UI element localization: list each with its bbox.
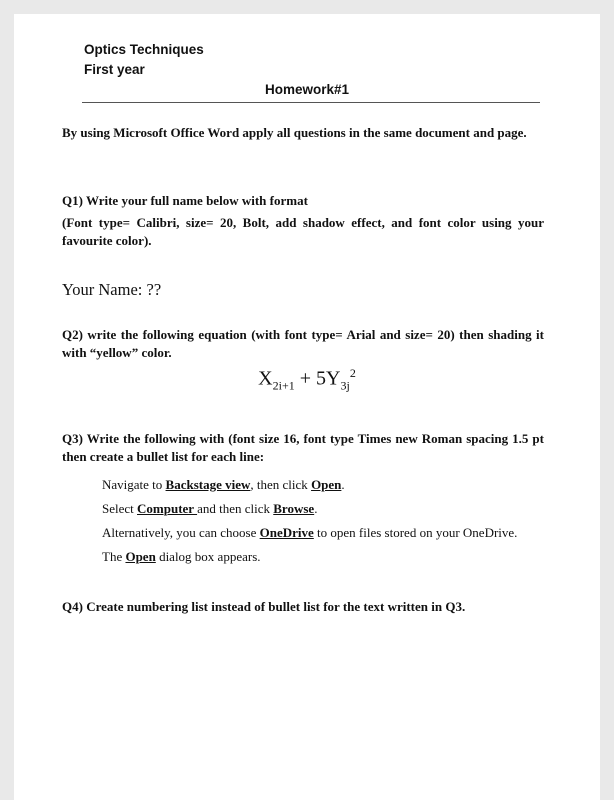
q3-question: Q3) Write the following with (font size 16, font type Times new Roman spacing 1.5 pt then create a bullet list for each line: [62, 431, 544, 464]
eq-y-sub: 3j [340, 378, 350, 393]
q3-line-1: Navigate to Backstage view, then click Open. [102, 477, 345, 492]
q3-line-2: Select Computer and then click Browse. [102, 501, 318, 516]
intro-text: By using Microsoft Office Word apply all questions in the same document and page. [62, 125, 527, 140]
your-name-line: Your Name: ?? [62, 280, 162, 299]
header-divider [82, 102, 540, 103]
document-page [14, 14, 600, 800]
eq-x-sub: 2i+1 [272, 378, 295, 393]
equation [14, 366, 600, 394]
course-title: Optics Techniques [84, 42, 204, 57]
year-label: First year [84, 62, 145, 77]
q1-details: (Font type= Calibri, size= 20, Bolt, add shadow effect, and font color using your favourite color). [62, 215, 544, 248]
q3-line-4: The Open dialog box appears. [102, 549, 261, 564]
eq-y-sup: 2 [349, 366, 356, 380]
eq-x: X [258, 367, 273, 390]
q2-question: Q2) write the following equation (with font type= Arial and size= 20) then shading it with “yellow” color. [62, 327, 544, 360]
page-title: Homework#1 [264, 82, 350, 97]
q3-line-3: Alternatively, you can choose OneDrive to open files stored on your OneDrive. [102, 525, 518, 540]
eq-plus: + 5Y [294, 367, 341, 390]
q1-question: Q1) Write your full name below with format [62, 193, 308, 208]
q4-question: Q4) Create numbering list instead of bullet list for the text written in Q3. [62, 599, 466, 614]
